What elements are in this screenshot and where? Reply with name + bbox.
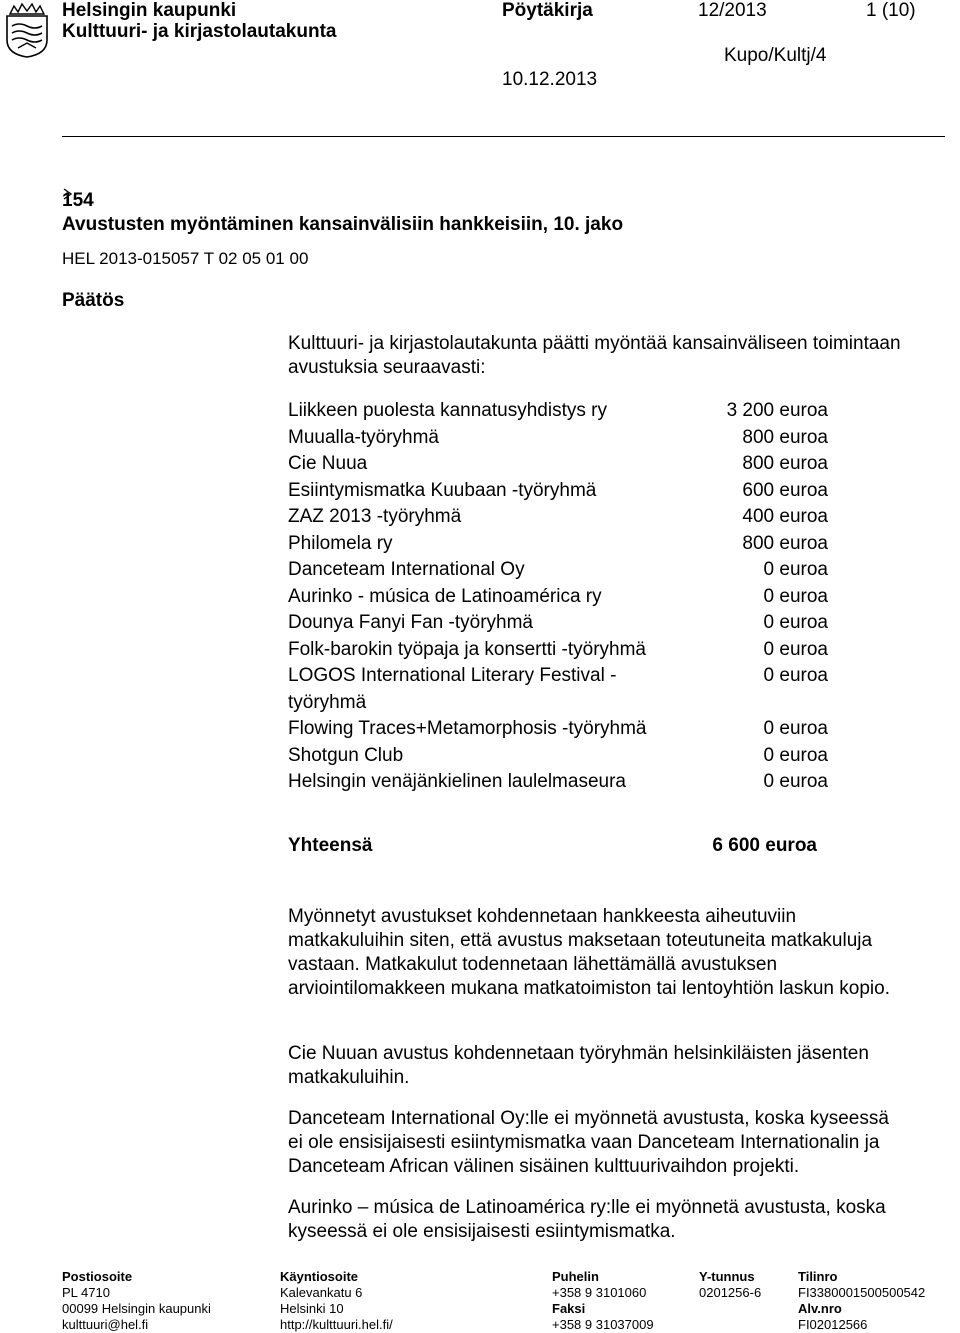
total-label: Yhteensä [288, 835, 373, 856]
footer-city: Helsinki 10 [280, 1301, 344, 1316]
helsinki-crest-logo [4, 2, 50, 58]
footer-account-number: FI3380001500500542 [798, 1285, 926, 1300]
grant-row [288, 557, 828, 584]
grant-amount: 0 euroa [763, 638, 828, 660]
footer-business-id-label: Y-tunnus [699, 1269, 755, 1284]
grant-amount: 600 euroa [742, 479, 828, 501]
total-value: 6 600 euroa [712, 835, 817, 856]
grant-recipient: Esiintymismatka Kuubaan -työryhmä [288, 479, 597, 501]
grant-amount: 0 euroa [763, 612, 828, 633]
grant-recipient: Helsingin venäjänkielinen laulelmaseura [288, 771, 626, 792]
footer-phone-label: Puhelin [552, 1269, 599, 1284]
grant-row [288, 425, 828, 452]
paragraph-danceteam: Danceteam International Oy:lle ei myönnetä avustusta, koska kyseessä ei ole ensisijaisesti esiintymismatka vaan Danceteam Internationalin ja Danceteam African välinen sisäinen kulttuurivaihdon projekti. [288, 1108, 889, 1177]
grant-row [288, 504, 828, 531]
grant-recipient: ZAZ 2013 -työryhmä [288, 506, 462, 527]
grant-recipient: Muualla-työryhmä [288, 426, 439, 448]
grant-recipient: Philomela ry [288, 532, 393, 554]
grant-recipient: Danceteam International Oy [288, 559, 525, 580]
paragraph-travel-costs: Myönnetyt avustukset kohdennetaan hankkeesta aiheutuviin matkakuluihin siten, että avustus maksetaan toteutuneita matkakuluja vastaan. Matkakulut todennetaan lähettämällä avustuksen arviointilomakkeen mukana matkatoimiston tai lentoyhtiön laskun kopio. [288, 906, 890, 999]
footer-business-id [699, 1269, 761, 1301]
grant-recipient: Cie Nuua [288, 453, 368, 474]
header-divider [62, 136, 945, 137]
grant-row [288, 531, 828, 558]
grant-amount: 0 euroa [763, 744, 828, 766]
grant-amount: 0 euroa [763, 559, 828, 580]
decision-label: Päätös [62, 290, 125, 311]
grant-amount: 800 euroa [742, 532, 828, 554]
document-type: Pöytäkirja [502, 0, 593, 21]
section-number: 154 [62, 190, 94, 211]
grant-row [288, 584, 828, 611]
grant-recipient: Folk-barokin työpaja ja konsertti -työryhmä [288, 638, 646, 660]
grant-recipient: Liikkeen puolesta kannatusyhdistys ry [288, 400, 607, 421]
grant-amount: 0 euroa [763, 665, 828, 686]
header-board-name: Kulttuuri- ja kirjastolautakunta [62, 21, 337, 42]
section-title: Avustusten myöntäminen kansainvälisiin hankkeisiin, 10. jako [62, 214, 624, 235]
footer-website-link[interactable]: http://kulttuuri.hel.fi/ [280, 1317, 393, 1332]
footer-email-link[interactable]: kulttuuri@hel.fi [62, 1317, 149, 1332]
grants-table [288, 398, 828, 796]
footer-vat-number: FI02012566 [798, 1317, 868, 1332]
page-number: 1 (10) [866, 0, 916, 21]
grant-row [288, 743, 828, 770]
footer-business-id-value: 0201256-6 [699, 1285, 762, 1300]
grant-amount: 0 euroa [763, 585, 828, 607]
grant-amount: 400 euroa [742, 506, 828, 527]
header-organization: Helsingin kaupunki [62, 0, 237, 21]
footer-visiting [280, 1269, 393, 1333]
grant-recipient: Shotgun Club [288, 744, 404, 766]
grant-row [288, 398, 828, 425]
footer-phone [552, 1269, 654, 1333]
footer-fax-label: Faksi [552, 1301, 586, 1316]
footer-fax-number: +358 9 31037009 [552, 1317, 654, 1332]
footer-phone-number: +358 9 3101060 [552, 1285, 647, 1300]
grant-recipient: Flowing Traces+Metamorphosis -työryhmä [288, 718, 647, 739]
case-code: Kupo/Kultj/4 [724, 45, 827, 66]
grant-recipient: Dounya Fanyi Fan -työryhmä [288, 612, 533, 633]
meeting-date: 10.12.2013 [502, 69, 598, 90]
grant-row [288, 610, 828, 637]
grant-amount: 3 200 euroa [726, 400, 828, 421]
grant-row [288, 769, 828, 796]
case-reference: HEL 2013-015057 T 02 05 01 00 [62, 249, 309, 268]
footer-postal-label: Postiosoite [62, 1269, 133, 1284]
footer-visiting-label: Käyntiosoite [280, 1269, 359, 1284]
footer-postal [62, 1269, 211, 1333]
grant-row [288, 716, 828, 743]
grant-row [288, 637, 828, 664]
grant-amount: 800 euroa [742, 426, 828, 448]
decision-intro: Kulttuuri- ja kirjastolautakunta päätti myöntää kansainväliseen toimintaan avustuksia seuraavasti: [288, 333, 901, 378]
grant-amount: 800 euroa [742, 453, 828, 474]
grant-row [288, 663, 828, 716]
paragraph-cie-nuua: Cie Nuuan avustus kohdennetaan työryhmän helsinkiläisten jäsenten matkakuluihin. [288, 1043, 869, 1088]
footer-vat-label: Alv.nro [798, 1301, 842, 1316]
footer-postal-box: PL 4710 [62, 1285, 110, 1300]
grant-recipient: Aurinko - música de Latinoamérica ry [288, 585, 602, 607]
grant-row [288, 478, 828, 505]
paragraph-aurinko: Aurinko – música de Latinoamérica ry:lle ei myönnetä avustusta, koska kyseessä ei ole ensisijaisesti esiintymismatka. [288, 1197, 886, 1242]
document-number: 12/2013 [698, 0, 767, 21]
grant-amount: 0 euroa [763, 718, 828, 739]
footer-street: Kalevankatu 6 [280, 1285, 363, 1300]
footer-account-label: Tilinro [798, 1269, 838, 1284]
grant-recipient: LOGOS International Literary Festival - työryhmä [288, 665, 617, 713]
grant-row [288, 451, 828, 478]
footer-postal-city: 00099 Helsingin kaupunki [62, 1301, 211, 1316]
footer-account [798, 1269, 925, 1333]
grant-amount: 0 euroa [763, 771, 828, 792]
